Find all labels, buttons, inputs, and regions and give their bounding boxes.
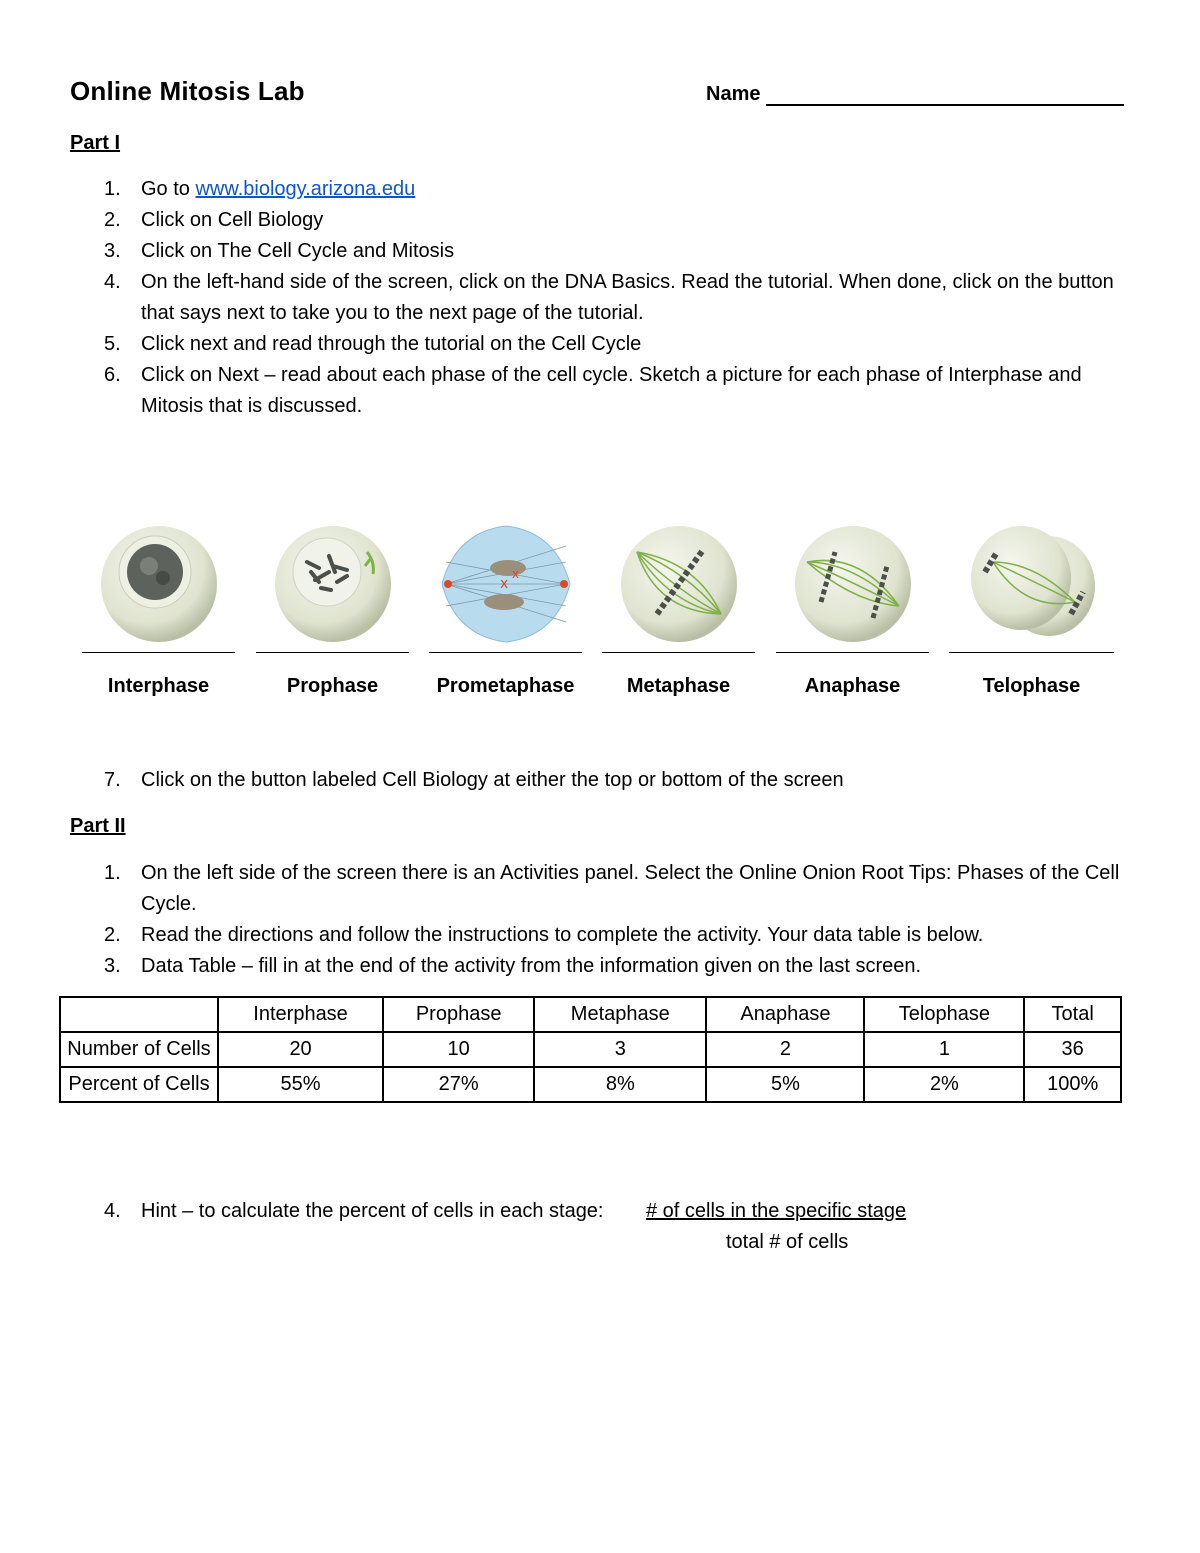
- metaphase-cell-icon: [617, 522, 741, 646]
- phase-metaphase: [602, 522, 755, 698]
- table-header-cell: Metaphase: [534, 997, 706, 1032]
- table-cell[interactable]: 8%: [534, 1067, 706, 1102]
- svg-text:x: x: [511, 567, 519, 581]
- table-row: [60, 1067, 1121, 1102]
- prophase-cell-icon: [271, 522, 395, 646]
- table-cell[interactable]: 100%: [1024, 1067, 1121, 1102]
- phase-label: Prometaphase: [436, 675, 575, 697]
- prometaphase-cell-icon: [438, 522, 574, 646]
- sketch-line[interactable]: [776, 652, 929, 653]
- part1-step7: [104, 765, 1114, 796]
- phase-anaphase: [776, 522, 929, 698]
- part2-heading: Part II: [70, 815, 126, 837]
- part1-steps: [104, 174, 1114, 422]
- phase-label: Anaphase: [804, 675, 901, 697]
- table-cell[interactable]: 3: [534, 1032, 706, 1067]
- table-header-cell: Interphase: [218, 997, 383, 1032]
- anaphase-cell-icon: [791, 522, 915, 646]
- name-field[interactable]: [706, 82, 1124, 106]
- table-header-row: [60, 997, 1121, 1032]
- name-label: Name: [706, 83, 761, 105]
- list-item: 3. Click on The Cell Cycle and Mitosis: [104, 240, 455, 262]
- list-item: 2. Click on Cell Biology: [104, 209, 324, 231]
- formula-numerator: # of cells in the specific stage: [646, 1200, 907, 1222]
- phase-prophase: [256, 522, 409, 698]
- svg-text:x: x: [499, 576, 508, 592]
- biology-site-link[interactable]: www.biology.arizona.edu: [195, 178, 416, 200]
- sketch-line[interactable]: [429, 652, 582, 653]
- table-header-cell: [60, 997, 218, 1032]
- table-cell[interactable]: 2: [706, 1032, 864, 1067]
- percent-formula: [646, 1196, 906, 1258]
- list-item: 5. Click next and read through the tutorial on the Cell Cycle: [104, 333, 642, 355]
- phase-prometaphase: [429, 522, 582, 698]
- table-row: [60, 1032, 1121, 1067]
- list-item: 7. Click on the button labeled Cell Biology at either the top or bottom of the screen: [104, 769, 844, 791]
- list-item: 6. Click on Next – read about each phase of the cell cycle. Sketch a picture for each phase of Interphase and Mitosis that is discussed.: [104, 364, 1082, 417]
- interphase-cell-icon: [97, 522, 221, 646]
- sketch-line[interactable]: [82, 652, 235, 653]
- phase-illustrations: [0, 522, 1200, 712]
- table-header-cell: Anaphase: [706, 997, 864, 1032]
- phase-label: Telophase: [982, 675, 1081, 697]
- table-header-cell: Total: [1024, 997, 1121, 1032]
- data-table: [59, 996, 1122, 1103]
- formula-denominator: total # of cells: [726, 1231, 849, 1253]
- part2-step4: [104, 1196, 664, 1227]
- list-item: 2. Read the directions and follow the instructions to complete the activity. Your data table is below.: [104, 924, 984, 946]
- part2-steps: [104, 858, 1124, 982]
- name-blank-line[interactable]: [766, 82, 1124, 106]
- part1-heading: Part I: [70, 132, 121, 154]
- table-cell[interactable]: 36: [1024, 1032, 1121, 1067]
- row-label: Percent of Cells: [60, 1067, 218, 1102]
- phase-label: Prophase: [286, 675, 379, 697]
- table-cell[interactable]: 10: [383, 1032, 534, 1067]
- list-item: 1. Go to www.biology.arizona.edu: [104, 178, 416, 200]
- row-label: Number of Cells: [60, 1032, 218, 1067]
- phase-interphase: [82, 522, 235, 698]
- phase-telophase: [949, 522, 1114, 698]
- phase-label: Interphase: [107, 675, 210, 697]
- table-cell[interactable]: 5%: [706, 1067, 864, 1102]
- table-cell[interactable]: 2%: [864, 1067, 1024, 1102]
- table-header-cell: Prophase: [383, 997, 534, 1032]
- table-cell[interactable]: 20: [218, 1032, 383, 1067]
- page-title: Online Mitosis Lab: [70, 76, 305, 106]
- list-item: 3. Data Table – fill in at the end of the activity from the information given on the last screen.: [104, 955, 922, 977]
- list-item: 1. On the left side of the screen there is an Activities panel. Select the Online Onion Root Tips: Phases of the Cell Cycle.: [104, 862, 1120, 915]
- telophase-cell-icon: [965, 522, 1099, 646]
- table-header-cell: Telophase: [864, 997, 1024, 1032]
- sketch-line[interactable]: [949, 652, 1114, 653]
- table-cell[interactable]: 55%: [218, 1067, 383, 1102]
- sketch-line[interactable]: [256, 652, 409, 653]
- sketch-line[interactable]: [602, 652, 755, 653]
- table-cell[interactable]: 1: [864, 1032, 1024, 1067]
- list-item: 4. Hint – to calculate the percent of cells in each stage:: [104, 1200, 604, 1222]
- phase-label: Metaphase: [626, 675, 731, 697]
- list-item: 4. On the left-hand side of the screen, click on the DNA Basics. Read the tutorial. When done, click on the button that says next to take you to the next page of the tutorial.: [104, 271, 1114, 324]
- table-cell[interactable]: 27%: [383, 1067, 534, 1102]
